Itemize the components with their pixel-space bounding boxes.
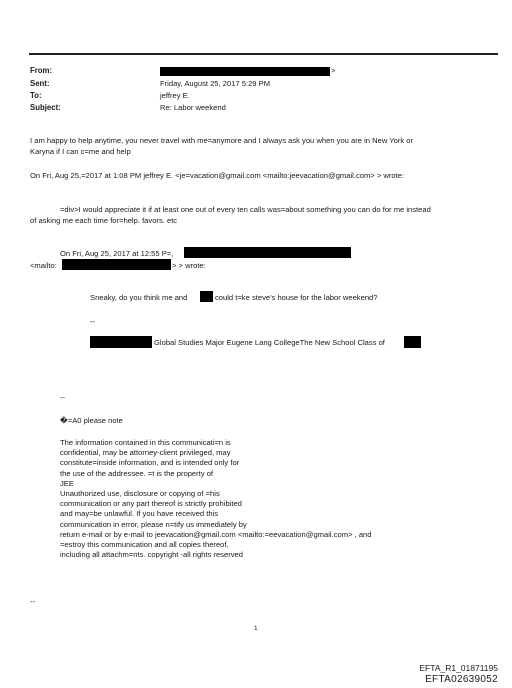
signature-name-redaction [90,336,152,348]
notice-line: confidential, may be attorney-client privileged, may [60,448,231,458]
subject-value: Re: Labor weekend [160,103,226,112]
notice-line: and may=be unlawful. If you have received this [60,509,219,519]
name-redaction [200,291,213,302]
from-suffix: > [331,66,336,75]
reply-line-1: I am happy to help anytime, you never travel with me=anymore and I always ask you when you are in New York or [30,136,414,145]
sender-name-redaction [184,247,351,258]
notice-line: communication in error, please n=tify us immediately by [60,519,247,529]
sent-value: Friday, August 25, 2017 5:29 PM [160,79,271,88]
subject-label: Subject: [30,103,61,112]
question-part-a: Sneaky, do you think me and [90,293,188,302]
notice-line: constitute=inside information, and is intended only for [60,458,240,468]
quote1-line-1: =div>I would appreciate it if at least one out of every ten calls was=about something you can do for me instead [60,205,431,214]
confidentiality-notice [60,438,372,560]
sent-label: Sent: [30,79,50,88]
reply-line-2: Karyna if I can c=me and help [30,147,131,156]
quote2-header-a: On Fri, Aug 25, 2017 at 12:55 P=, [60,249,174,258]
from-redaction [160,67,330,76]
trailing-dash: -- [30,597,36,606]
quote1-header: On Fri, Aug 25,=2017 at 1:08 PM jeffrey E. <je=vacation@gmail.com <mailto:jeevacation@gmail.com> > wrote: [30,171,405,180]
header-rule [29,53,498,55]
notice-line: communication or any part thereof is strictly prohibited [60,499,242,509]
quote1-line-2: of asking me each time for=help. favors. etc [30,216,178,225]
notice-line: =estroy this communication and all copies thereof, [60,540,229,550]
notice-line: The information contained in this communicati=n is [60,438,231,447]
quote2-mailto-prefix: <mailto: [30,261,57,270]
separator-dash-1: -- [90,317,96,326]
question-part-b: could t=ke steve's house for the labor weekend? [215,293,378,302]
separator-dash-2: -- [60,393,66,402]
notice-line: Unauthorized use, disclosure or copying of =his [60,489,220,499]
page-number: 1 [254,625,258,632]
quote2-mailto-suffix: > > wrote: [172,261,206,270]
footer-id-1: EFTA_R1_01871195 [419,663,498,673]
notice-line: including all attachm=nts. copyright -all rights reserved [60,550,243,560]
notice-line: the use of the addressee. =t is the property of [60,468,214,478]
notice-line: JEE [60,478,74,488]
to-value: jeffrey E. [160,91,190,100]
from-label: From: [30,66,53,75]
please-note: �=A0 please note [60,416,123,425]
footer-id-2: EFTA02639052 [425,674,498,685]
class-year-redaction [404,336,421,348]
sender-email-redaction [62,259,171,270]
to-label: To: [30,91,42,100]
notice-line: return e-mail or by e-mail to jeevacation@gmail.com <mailto:=eevacation@gmail.com> , and [60,529,372,539]
signature-text: Global Studies Major Eugene Lang CollegeThe New School Class of [154,338,385,347]
